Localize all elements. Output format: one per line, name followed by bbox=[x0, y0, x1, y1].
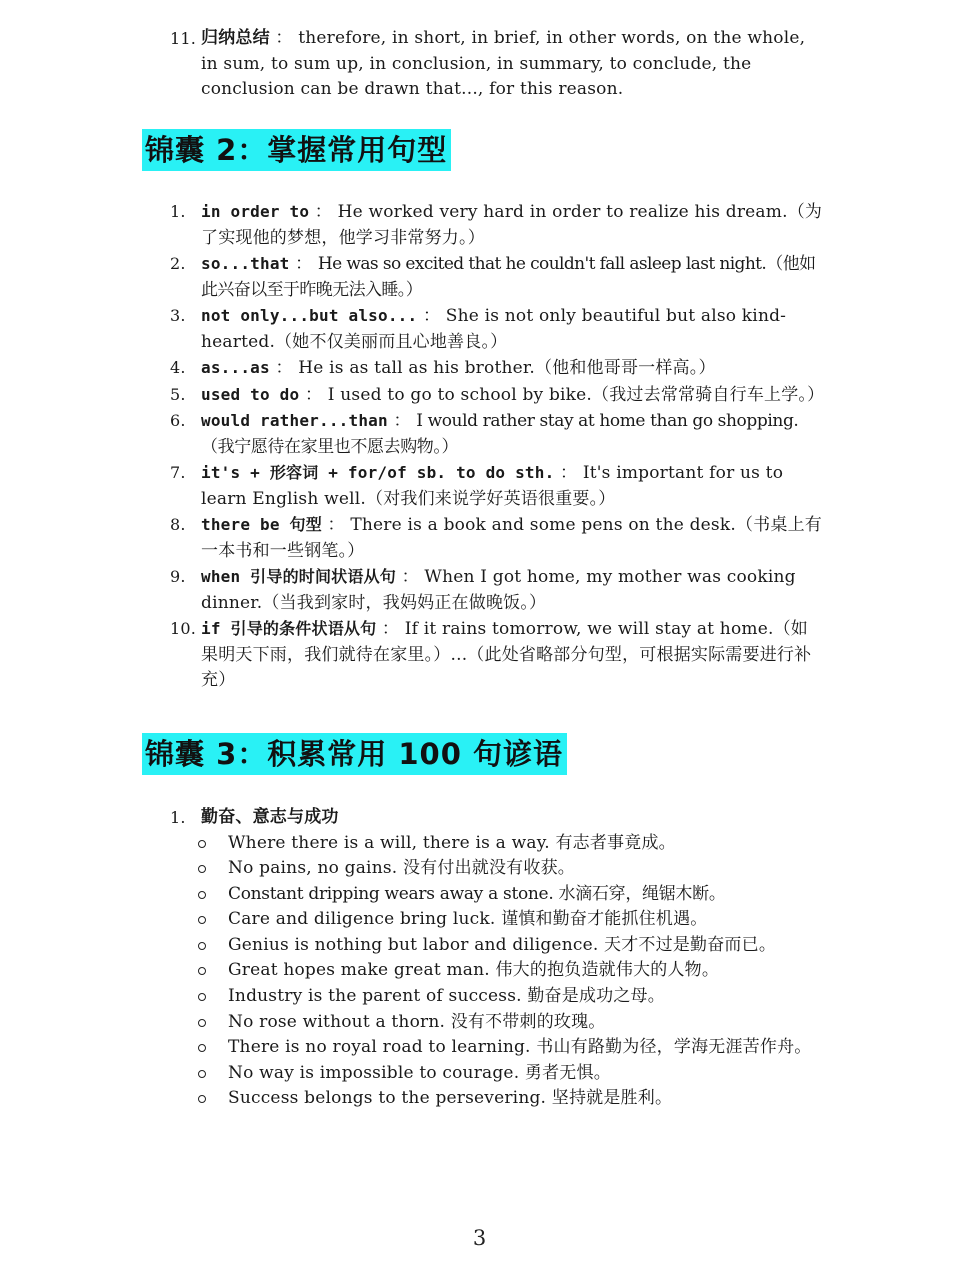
proverb-text: No way is impossible to courage. 勇者无惧。 bbox=[228, 1062, 611, 1083]
bullet-circle-icon bbox=[198, 840, 206, 848]
list-item bbox=[170, 382, 825, 409]
proverb-text: Industry is the parent of success. 勤奋是成功之母。 bbox=[228, 986, 665, 1007]
item-number: 4. bbox=[170, 358, 186, 377]
proverb-item bbox=[170, 831, 825, 857]
item-number: 2. bbox=[170, 254, 186, 273]
item-text: He worked very hard in order to realize his dream.（为了实现他的梦想，他学习非常努力。） bbox=[201, 202, 823, 248]
list-item bbox=[170, 303, 825, 355]
item-text: He is as tall as his brother.（他和他哥哥一样高。） bbox=[298, 358, 716, 378]
proverb-text: Where there is a will, there is a way. 有志者事竟成。 bbox=[228, 832, 676, 853]
proverb-text: Constant dripping wears away a stone. 水滴石穿，绳锯木断。 bbox=[228, 883, 726, 904]
proverbs-list bbox=[170, 831, 825, 1113]
list-item bbox=[170, 26, 825, 103]
item-separator: ： bbox=[275, 358, 293, 378]
item-separator: ： bbox=[314, 202, 332, 222]
item-number: 11. bbox=[170, 29, 197, 48]
item-separator: ： bbox=[560, 463, 578, 483]
item-text: It's important for us to learn English well.（对我们来说学好英语很重要。） bbox=[201, 463, 784, 509]
bullet-circle-icon bbox=[198, 916, 206, 924]
proverb-item bbox=[170, 907, 825, 933]
item-keyword: 归纳总结 bbox=[201, 28, 270, 48]
item-number: 8. bbox=[170, 515, 186, 534]
section-heading-proverbs: 锦囊 3：积累常用 100 句谚语 bbox=[142, 733, 567, 775]
item-text: When I got home, my mother was cooking dinner.（当我到家时，我妈妈正在做晚饭。） bbox=[201, 567, 796, 613]
bullet-circle-icon bbox=[198, 1019, 206, 1027]
item-separator: ： bbox=[393, 411, 411, 431]
proverb-item bbox=[170, 1061, 825, 1087]
list-item bbox=[170, 251, 825, 303]
item-text: She is not only beautiful but also kind-hearted.（她不仅美丽而且心地善良。） bbox=[201, 306, 787, 352]
bullet-circle-icon bbox=[198, 1095, 206, 1103]
sentence-patterns-list bbox=[170, 199, 825, 694]
category-title: 勤奋、意志与成功 bbox=[201, 807, 339, 827]
section-heading-sentence-patterns: 锦囊 2：掌握常用句型 bbox=[142, 129, 451, 171]
list-item bbox=[170, 512, 825, 564]
proverb-item bbox=[170, 984, 825, 1010]
proverb-item bbox=[170, 958, 825, 984]
item-number: 5. bbox=[170, 384, 186, 404]
proverb-text: No pains, no gains. 没有付出就没有收获。 bbox=[228, 858, 575, 879]
item-number: 10. bbox=[170, 619, 197, 638]
item-separator: ： bbox=[295, 254, 313, 274]
proverb-item bbox=[170, 856, 825, 882]
item-number: 9. bbox=[170, 567, 186, 586]
proverb-item bbox=[170, 1035, 825, 1061]
list-item bbox=[170, 460, 825, 512]
proverb-text: No rose without a thorn. 没有不带刺的玫瑰。 bbox=[228, 1011, 606, 1032]
item-keyword: there be 句型 bbox=[201, 515, 322, 534]
item-text: I would rather stay at home than go shopping.（我宁愿待在家里也不愿去购物。） bbox=[201, 411, 799, 457]
item-number: 1. bbox=[170, 202, 186, 221]
summary-phrases-list bbox=[170, 26, 825, 103]
list-item bbox=[170, 564, 825, 616]
proverb-item bbox=[170, 933, 825, 959]
list-item bbox=[170, 408, 825, 460]
item-text: He was so excited that he couldn't fall asleep last night.（他如此兴奋以至于昨晚无法入睡。） bbox=[201, 254, 816, 300]
item-separator: ： bbox=[401, 567, 419, 587]
bullet-circle-icon bbox=[198, 993, 206, 1001]
item-keyword: would rather...than bbox=[201, 411, 388, 430]
page-number: 3 bbox=[472, 1226, 487, 1250]
item-number: 7. bbox=[170, 463, 186, 482]
bullet-circle-icon bbox=[198, 942, 206, 950]
proverb-text: Genius is nothing but labor and diligence. 天才不过是勤奋而已。 bbox=[228, 934, 777, 955]
proverb-item bbox=[170, 882, 825, 908]
item-text: If it rains tomorrow, we will stay at home.（如果明天下雨，我们就待在家里。）...（此处省略部分句型，可根据实际需要进行补充） bbox=[201, 619, 812, 690]
item-keyword: in order to bbox=[201, 202, 310, 221]
bullet-circle-icon bbox=[198, 865, 206, 873]
list-item bbox=[170, 616, 825, 694]
item-separator: ： bbox=[381, 619, 400, 639]
item-text: therefore, in short, in brief, in other words, on the whole, in sum, to sum up, in conclusion, in summary, to conclude, the conclusion can be drawn that..., for this reason. bbox=[201, 28, 806, 99]
proverb-text: Care and diligence bring luck. 谨慎和勤奋才能抓住机遇。 bbox=[228, 909, 708, 930]
proverb-text: Success belongs to the persevering. 坚持就是胜利。 bbox=[228, 1088, 673, 1109]
bullet-circle-icon bbox=[198, 967, 206, 975]
proverb-item bbox=[170, 1010, 825, 1036]
item-text: There is a book and some pens on the desk.（书桌上有一本书和一些钢笔。） bbox=[201, 515, 822, 561]
proverbs-category-list bbox=[170, 805, 825, 1112]
item-separator: ： bbox=[327, 515, 345, 535]
bullet-circle-icon bbox=[198, 1044, 206, 1052]
bullet-circle-icon bbox=[198, 891, 206, 899]
item-keyword: so...that bbox=[201, 254, 290, 273]
bullet-circle-icon bbox=[198, 1070, 206, 1078]
item-separator: ： bbox=[422, 306, 441, 326]
list-item bbox=[170, 805, 825, 1112]
list-item bbox=[170, 199, 825, 251]
item-number: 3. bbox=[170, 306, 186, 325]
item-separator: ： bbox=[304, 384, 323, 405]
list-item bbox=[170, 355, 825, 382]
item-keyword: used to do bbox=[201, 384, 300, 404]
proverb-text: There is no royal road to learning. 书山有路勤为径，学海无涯苦作舟。 bbox=[228, 1037, 812, 1058]
proverb-text: Great hopes make great man. 伟大的抱负造就伟大的人物。 bbox=[228, 960, 720, 981]
item-keyword: as...as bbox=[201, 358, 270, 377]
item-number: 1. bbox=[170, 808, 186, 827]
item-keyword: if 引导的条件状语从句 bbox=[201, 619, 377, 638]
item-keyword: not only...but also... bbox=[201, 306, 418, 325]
item-keyword: when 引导的时间状语从句 bbox=[201, 567, 396, 586]
item-text: I used to go to school by bike.（我过去常常骑自行车上学。） bbox=[327, 384, 825, 405]
proverb-item bbox=[170, 1086, 825, 1112]
item-number: 6. bbox=[170, 411, 186, 430]
item-separator: ： bbox=[275, 28, 293, 48]
item-keyword: it's + 形容词 + for/of sb. to do sth. bbox=[201, 463, 555, 482]
